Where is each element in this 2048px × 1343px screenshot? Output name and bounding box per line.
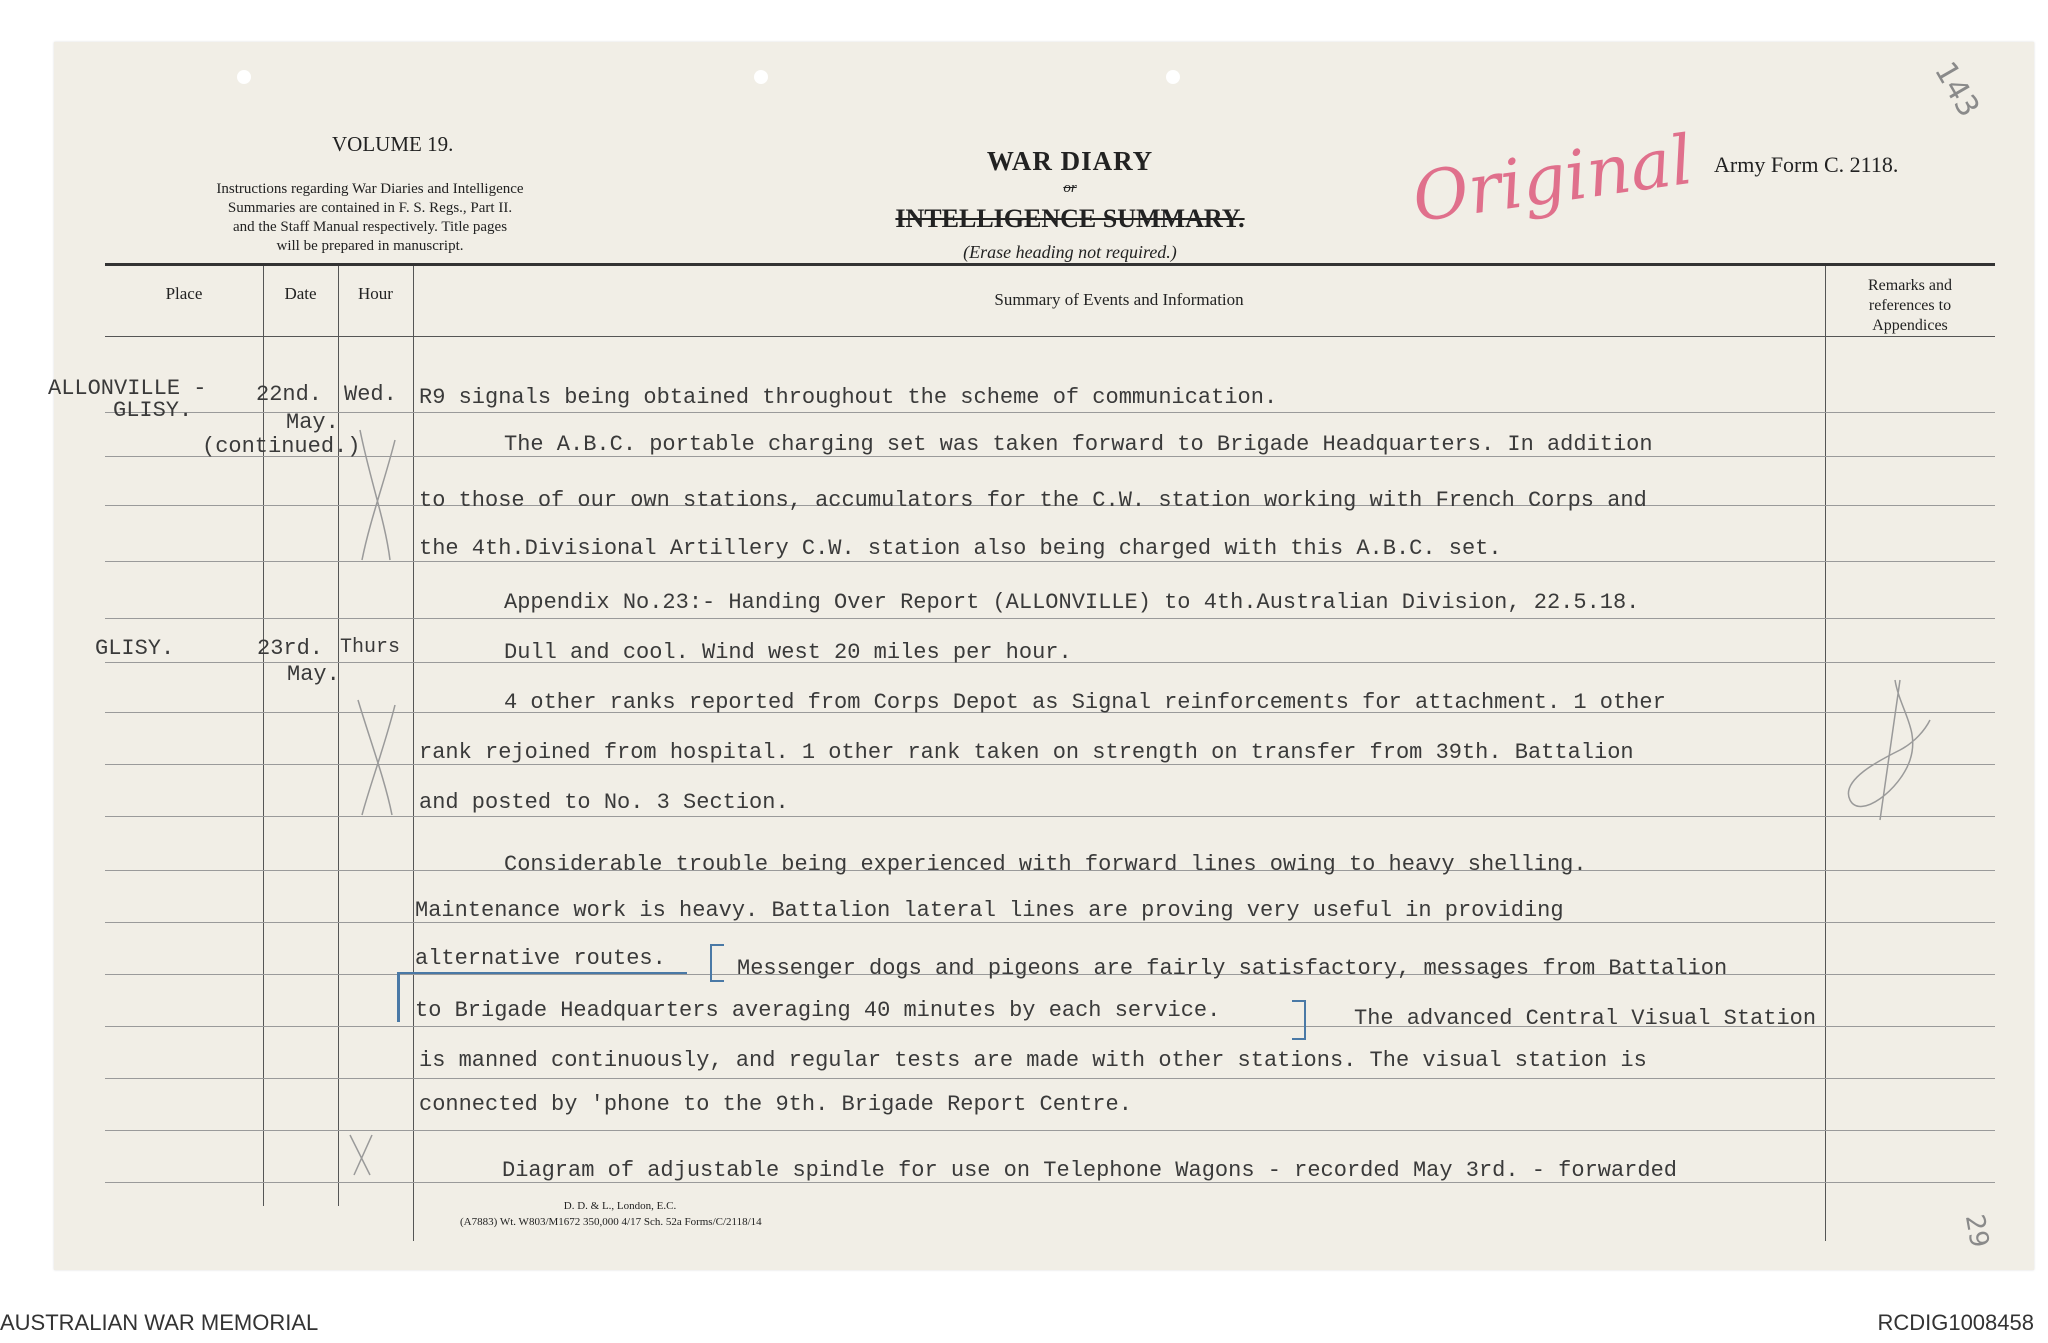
blue-close-bracket <box>1292 1000 1306 1040</box>
margin-page-number: 29 <box>1958 1212 1995 1250</box>
table-header-rule <box>105 336 1995 337</box>
hour-wed: Wed. <box>344 382 397 407</box>
column-header-place: Place <box>165 284 203 303</box>
place-allonville: ALLONVILLE - <box>48 376 207 401</box>
column-divider <box>263 266 264 1206</box>
volume-label: VOLUME 19. <box>332 132 454 156</box>
printer-imprint-1: D. D. & L., London, E.C. <box>563 1200 677 1212</box>
army-form-number: Army Form C. 2118. <box>1714 152 1899 177</box>
blue-margin-mark <box>397 972 400 1022</box>
summary-line: alternative routes. <box>415 946 666 971</box>
summary-line: R9 signals being obtained throughout the scheme of communication. <box>419 385 1278 410</box>
column-header-date: Date <box>284 284 317 303</box>
blue-open-bracket <box>710 944 724 982</box>
summary-line: Maintenance work is heavy. Battalion lateral lines are proving very useful in providing <box>415 898 1564 923</box>
pencil-tick-mark <box>340 1130 390 1180</box>
title-war-diary: WAR DIARY <box>986 146 1154 176</box>
title-or: or <box>1063 180 1077 196</box>
pencil-tick-mark <box>340 420 410 570</box>
hour-thurs: Thurs <box>340 636 401 659</box>
column-header-hour: Hour <box>358 284 393 303</box>
summary-line: Appendix No.23:- Handing Over Report (ALLONVILLE) to 4th.Australian Division, 22.5.18. <box>504 590 1640 615</box>
summary-line: Diagram of adjustable spindle for use on Telephone Wagons - recorded May 3rd. - forwarded <box>502 1158 1677 1183</box>
table-top-rule <box>105 263 1995 266</box>
place-glisy: GLISY. <box>113 398 193 423</box>
date-may: May. <box>286 410 339 435</box>
summary-line: is manned continuously, and regular tests are made with other stations. The visual station is <box>419 1048 1647 1073</box>
continued-note: (continued.) <box>202 434 361 459</box>
handwritten-original: Original <box>1407 120 1698 239</box>
summary-line: Considerable trouble being experienced with forward lines owing to heavy shelling. <box>504 852 1587 877</box>
footer-archive-name: AUSTRALIAN WAR MEMORIAL <box>0 1310 319 1335</box>
summary-line: Dull and cool. Wind west 20 miles per hour. <box>504 640 1072 665</box>
column-divider <box>338 266 339 1206</box>
summary-line: 4 other ranks reported from Corps Depot as Signal reinforcements for attachment. 1 other <box>504 690 1666 715</box>
summary-line: The advanced Central Visual Station <box>1354 1006 1817 1031</box>
summary-line: rank rejoined from hospital. 1 other rank taken on strength on transfer from 39th. Battalion <box>419 740 1634 765</box>
footer-record-id: RCDIG1008458 <box>1877 1310 2034 1335</box>
date-may-2: May. <box>287 662 340 687</box>
erase-note: (Erase heading not required.) <box>963 242 1177 262</box>
date-22nd: 22nd. <box>256 382 323 407</box>
date-23rd: 23rd. <box>257 636 324 661</box>
printer-imprint-2: (A7883) Wt. W803/M1672 350,000 4/17 Sch. 52a Forms/C/2118/14 <box>460 1216 762 1228</box>
punch-hole <box>754 70 768 84</box>
column-header-summary: Summary of Events and Information <box>994 290 1244 309</box>
title-intelligence-summary: INTELLIGENCE SUMMARY. <box>895 204 1245 233</box>
place-glisy-2: GLISY. <box>95 636 175 661</box>
summary-line: to Brigade Headquarters averaging 40 minutes by each service. <box>415 998 1221 1023</box>
summary-line: The A.B.C. portable charging set was taken forward to Brigade Headquarters. In addition <box>504 432 1653 457</box>
summary-line: Messenger dogs and pigeons are fairly satisfactory, messages from Battalion <box>737 956 1728 981</box>
summary-line: connected by 'phone to the 9th. Brigade Report Centre. <box>419 1092 1132 1117</box>
column-header-remarks: Remarks and references to Appendices <box>1868 277 1952 334</box>
remarks-pencil-scribble <box>1840 670 1940 830</box>
blue-underline-mark <box>397 972 687 974</box>
pencil-tick-mark <box>340 690 410 820</box>
instructions-note: Instructions regarding War Diaries and Intelligence Summaries are contained in F. S. Regs., Part II. and the Staff Manual respectively. Title pages will be prepared in manuscript. <box>216 181 524 254</box>
summary-line: to those of our own stations, accumulators for the C.W. station working with French Corps and <box>419 488 1647 513</box>
page-number-top: 143 <box>1927 55 1987 124</box>
summary-line: the 4th.Divisional Artillery C.W. station also being charged with this A.B.C. set. <box>419 536 1502 561</box>
punch-hole <box>237 70 251 84</box>
punch-hole <box>1166 70 1180 84</box>
summary-line: and posted to No. 3 Section. <box>419 790 789 815</box>
